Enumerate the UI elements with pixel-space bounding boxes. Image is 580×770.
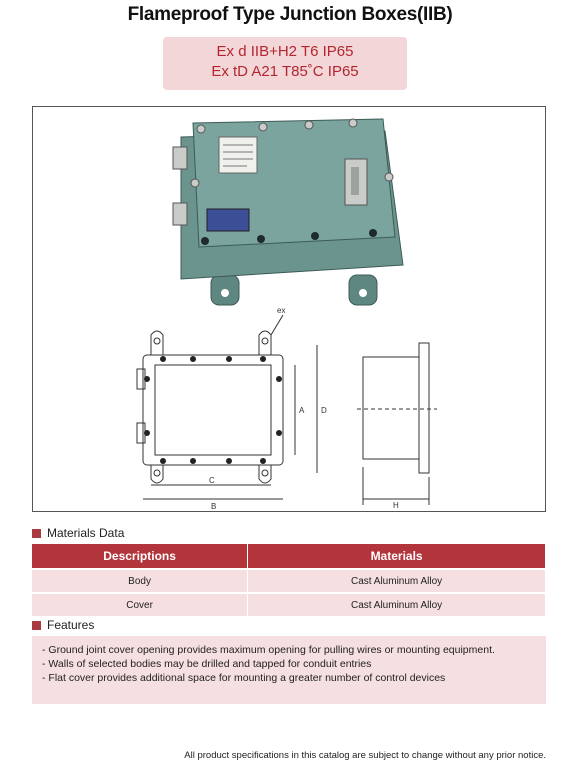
table-cell: Cast Aluminum Alloy: [248, 569, 546, 593]
ex-rating-line-2: Ex tD A21 T85˚C IP65: [211, 63, 359, 80]
list-item: - Walls of selected bodies may be drilled and tapped for conduit entries: [42, 658, 372, 670]
dim-label-ex: ex: [277, 306, 286, 315]
column-header-materials: Materials: [248, 544, 546, 569]
table-cell: Cover: [32, 593, 248, 616]
features-heading: Features: [32, 618, 94, 632]
dimension-drawing-top-view: [137, 315, 317, 499]
table-cell: Cast Aluminum Alloy: [248, 593, 546, 616]
page-title: Flameproof Type Junction Boxes(IIB): [127, 4, 453, 25]
bullet-square-icon: [32, 529, 41, 538]
dim-label-d: D: [321, 406, 327, 415]
product-figure: [33, 107, 545, 511]
product-figure-frame: [32, 106, 546, 512]
column-header-descriptions: Descriptions: [32, 544, 248, 569]
drawing-bolts: [144, 356, 282, 464]
features-list: [32, 636, 546, 704]
table-row: [32, 593, 546, 616]
list-item: - Flat cover provides additional space for mounting a greater number of control devices: [42, 672, 446, 684]
list-item: - Ground joint cover opening provides maximum opening for pulling wires or mounting equipment.: [42, 644, 495, 656]
table-header-row: [32, 544, 546, 569]
dim-label-b: B: [211, 502, 217, 511]
table-row: [32, 569, 546, 593]
materials-table: [32, 544, 546, 616]
footer-disclaimer: All product specifications in this catalog are subject to change without any prior notice.: [184, 750, 546, 761]
ex-rating-line-1: Ex d IIB+H2 T6 IP65: [216, 43, 354, 60]
ex-rating-box: [163, 37, 407, 90]
dim-label-c: C: [209, 476, 215, 485]
dim-label-h: H: [393, 501, 399, 510]
junction-box-photo: [173, 119, 403, 305]
materials-heading: Materials Data: [32, 526, 124, 540]
dimension-drawing-side-view: [357, 343, 437, 505]
dim-label-a: A: [299, 406, 305, 415]
bullet-square-icon: [32, 621, 41, 630]
table-cell: Body: [32, 569, 248, 593]
